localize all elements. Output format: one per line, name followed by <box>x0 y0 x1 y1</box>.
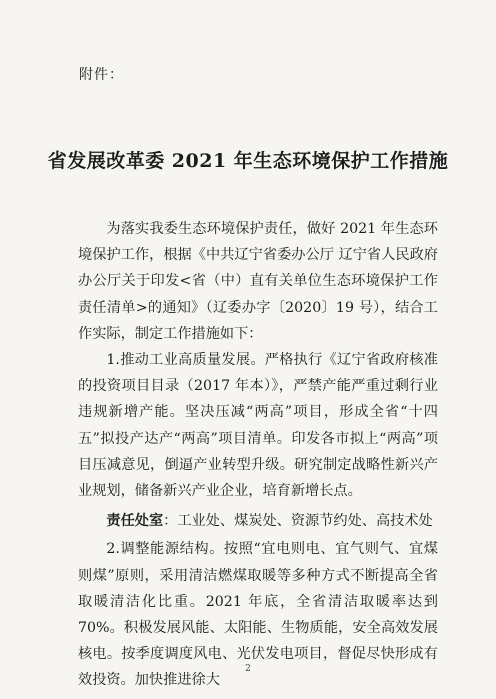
responsible-offices-1 <box>78 508 438 534</box>
intro-paragraph: 为落实我委生态环境保护责任，做好 2021 年生态环境保护工作，根据《中共辽宁省委办公厅 辽宁省人民政府办公厅关于印发<省（中）直有关单位生态环境保护工作责任清单>的通知》（辽委办字〔2020〕19 号），结合工作实际，制定工作措施如下： <box>78 221 438 342</box>
document-title: 省发展改革委 2021 年生态环境保护工作措施 <box>47 150 449 172</box>
document-body <box>78 216 438 694</box>
measure-item-1: 1.推动工业高质量发展。严格执行《辽宁省政府核准的投资项目目录（2017 年本）》，严禁产能严重过剩行业违规新增产能。坚决压减“两高”项目，形成全省“十四五”拟投产达产“两高”项目清单。印发各市拟上“两高”项目压减意见，倒逼产业转型升级。研究制定战略性新兴产业规划，储备新兴产业企业，培育新增长点。 <box>78 352 438 500</box>
attachment-label: 附件： <box>79 67 124 83</box>
page-number: 2 <box>245 664 251 674</box>
responsible-value: ：工业处、煤炭处、资源节约处、高技术处 <box>163 513 433 530</box>
measure-item-2: 2.调整能源结构。按照“宜电则电、宜气则气、宜煤则煤”原则，采用清洁燃煤取暖等多种方式不断提高全省取暖清洁化比重。2021 年底，全省清洁取暖率达到 70%。积极发展风能、太阳能、生物质能，安全高效发展核电。按季度调度风电、光伏发电项目，督促尽快形成有效投资。加快推进徐大 <box>78 541 438 689</box>
responsible-label: 责任处室 <box>106 513 164 530</box>
